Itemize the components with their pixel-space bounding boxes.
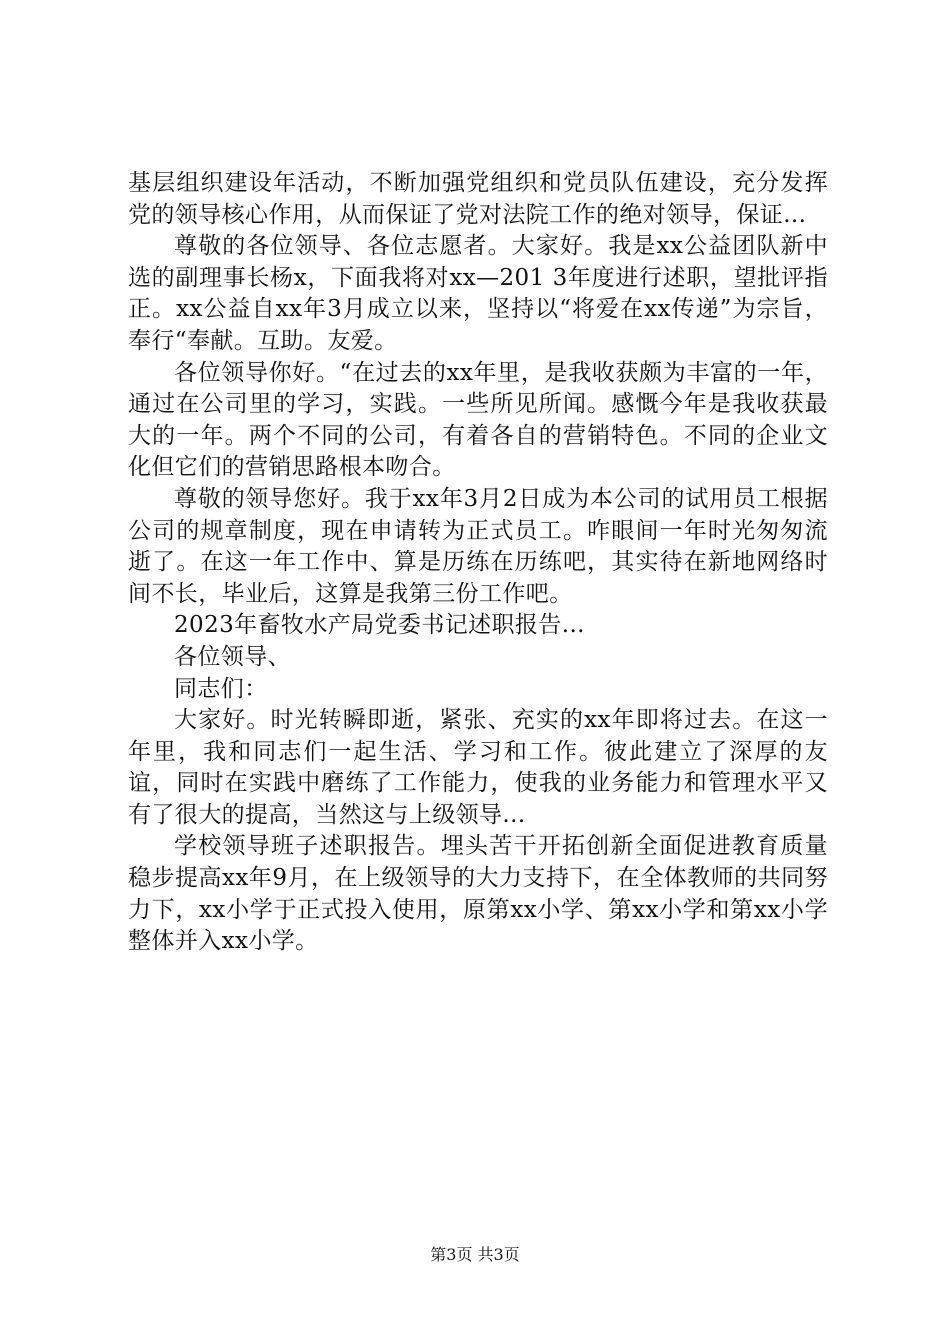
- paragraph-2: 尊敬的各位领导、各位志愿者。大家好。我是xx公益团队新中选的副理事长杨x，下面我将对xx—201 3年度进行述职，望批评指正。xx公益自xx年3月成立以来，坚持以“将爱在xx传递”为宗旨，奉行“奉献。互助。友爱。: [128, 233, 828, 354]
- paragraph-6: 各位领导、: [174, 643, 291, 670]
- paragraph-8: 大家好。时光转瞬即逝，紧张、充实的xx年即将过去。在这一年里，我和同志们一起生活、学习和工作。彼此建立了深厚的友谊，同时在实践中磨练了工作能力，使我的业务能力和管理水平又有了很大的提高，当然这与上级领导...: [128, 707, 828, 828]
- page-number-label: 第3页 共3页: [430, 1245, 520, 1264]
- paragraph-4: 尊敬的领导您好。我于xx年3月2日成为本公司的试用员工根据公司的规章制度，现在申请转为正式员工。咋眼间一年时光匆匆流逝了。在这一年工作中、算是历练在历练吧，其实待在新地网络时间不长，毕业后，这算是我第三份工作吧。: [128, 485, 828, 607]
- paragraph-3: 各位领导你好。“在过去的xx年里，是我收获颇为丰富的一年，通过在公司里的学习，实践。一些所见所闻。感慨今年是我收获最大的一年。两个不同的公司，有着各自的营销特色。不同的企业文化但它们的营销思路根本吻合。: [128, 359, 828, 481]
- document-body: [128, 168, 828, 958]
- paragraph-5: 2023年畜牧水产局党委书记述职报告...: [174, 612, 585, 639]
- paragraph-7: 同志们：: [174, 675, 268, 702]
- page-footer: [0, 1245, 950, 1265]
- paragraph-1: 基层组织建设年活动，不断加强党组织和党员队伍建设，充分发挥党的领导核心作用，从而保证了党对法院工作的绝对领导，保证...: [128, 170, 828, 228]
- paragraph-9: 学校领导班子述职报告。埋头苦干开拓创新全面促进教育质量稳步提高xx年9月，在上级领导的大力支持下，在全体教师的共同努力下，xx小学于正式投入使用，原第xx小学、第xx小学和第xx小学整体并入xx小学。: [128, 833, 828, 955]
